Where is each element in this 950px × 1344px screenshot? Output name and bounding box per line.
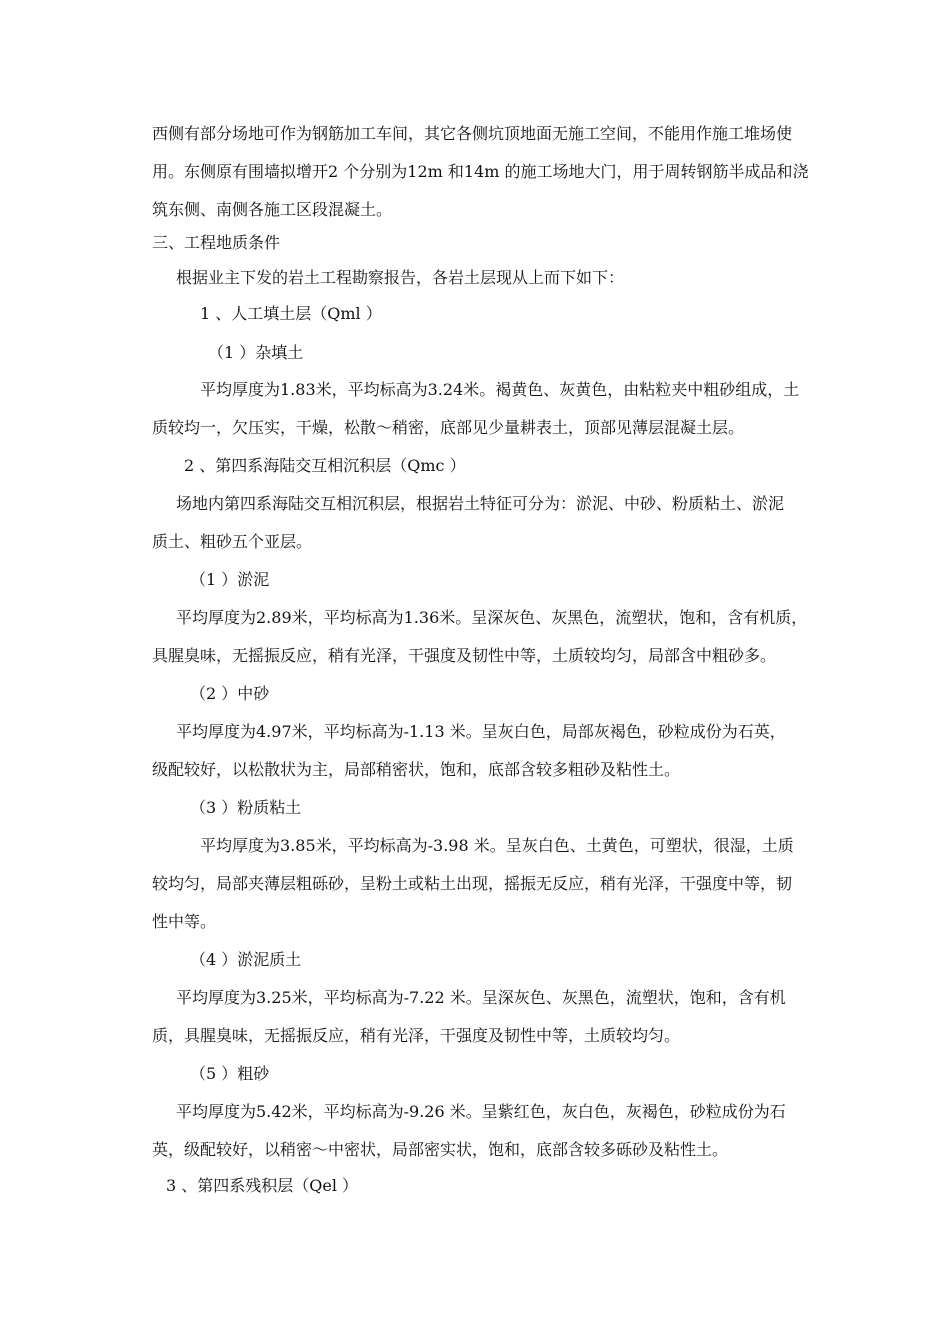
text-line: 西侧有部分场地可作为钢筋加工车间，其它各侧坑顶地面无施工空间，不能用作施工堆场使 xyxy=(152,124,793,143)
text-line: 具腥臭味，无摇振反应，稍有光泽，干强度及韧性中等，土质较均匀，局部含中粗砂多。 xyxy=(152,646,777,665)
text-line: 平均厚度为3.85米，平均标高为-3.98 米。呈灰白色、土黄色，可塑状，很湿，土质 xyxy=(200,836,794,855)
text-line: 级配较好，以松散状为主，局部稍密状，饱和，底部含较多粗砂及粘性土。 xyxy=(152,760,681,779)
sublayer-heading: （1 ）杂填土 xyxy=(208,343,304,362)
text-line: 筑东侧、南侧各施工区段混凝土。 xyxy=(152,200,393,219)
text-line: 平均厚度为2.89米，平均标高为1.36米。呈深灰色、灰黑色，流塑状，饱和，含有机质， xyxy=(176,608,808,627)
text-line: 场地内第四系海陆交互相沉积层，根据岩土特征可分为：淤泥、中砂、粉质粘土、淤泥 xyxy=(176,494,785,513)
text-line: 质较均一，欠压实，干燥，松散～稍密，底部见少量耕表土，顶部见薄层混凝土层。 xyxy=(152,418,745,437)
text-line: 用。东侧原有围墙拟增开2 个分别为12m 和14m 的施工场地大门，用于周转钢筋半成品和浇 xyxy=(152,162,809,181)
text-line: 较均匀，局部夹薄层粗砾砂，呈粉土或粘土出现，摇振无反应，稍有光泽，干强度中等，韧 xyxy=(152,874,793,893)
text-line: 根据业主下发的岩土工程勘察报告，各岩土层现从上而下如下： xyxy=(176,268,625,287)
text-line: 平均厚度为1.83米，平均标高为3.24米。褐黄色、灰黄色，由粘粒夹中粗砂组成，土 xyxy=(200,380,800,399)
subsection-heading: 3 、第四系残积层（Qel ） xyxy=(166,1176,359,1195)
subsection-heading: 2 、第四系海陆交互相沉积层（Qmc ） xyxy=(184,456,466,475)
sublayer-heading: （5 ）粗砂 xyxy=(190,1064,270,1083)
sublayer-heading: （2 ）中砂 xyxy=(190,684,270,703)
text-line: 平均厚度为4.97米，平均标高为-1.13 米。呈灰白色，局部灰褐色，砂粒成份为石英， xyxy=(176,722,786,741)
text-line: 质，具腥臭味，无摇振反应，稍有光泽，干强度及韧性中等，土质较均匀。 xyxy=(152,1026,681,1045)
subsection-heading: 1 、人工填土层（Qml ） xyxy=(200,304,382,323)
text-line: 平均厚度为3.25米，平均标高为-7.22 米。呈深灰色、灰黑色，流塑状，饱和，含有机 xyxy=(176,988,786,1007)
sublayer-heading: （1 ）淤泥 xyxy=(190,570,270,589)
text-line: 英，级配较好，以稍密～中密状，局部密实状，饱和，底部含较多砾砂及粘性土。 xyxy=(152,1140,729,1159)
text-line: 性中等。 xyxy=(152,912,217,931)
sublayer-heading: （4 ）淤泥质土 xyxy=(190,950,302,969)
sublayer-heading: （3 ）粉质粘土 xyxy=(190,798,302,817)
text-line: 平均厚度为5.42米，平均标高为-9.26 米。呈紫红色，灰白色，灰褐色，砂粒成份为石 xyxy=(176,1102,786,1121)
section-heading: 三、工程地质条件 xyxy=(152,233,281,252)
text-line: 质土、粗砂五个亚层。 xyxy=(152,532,313,551)
